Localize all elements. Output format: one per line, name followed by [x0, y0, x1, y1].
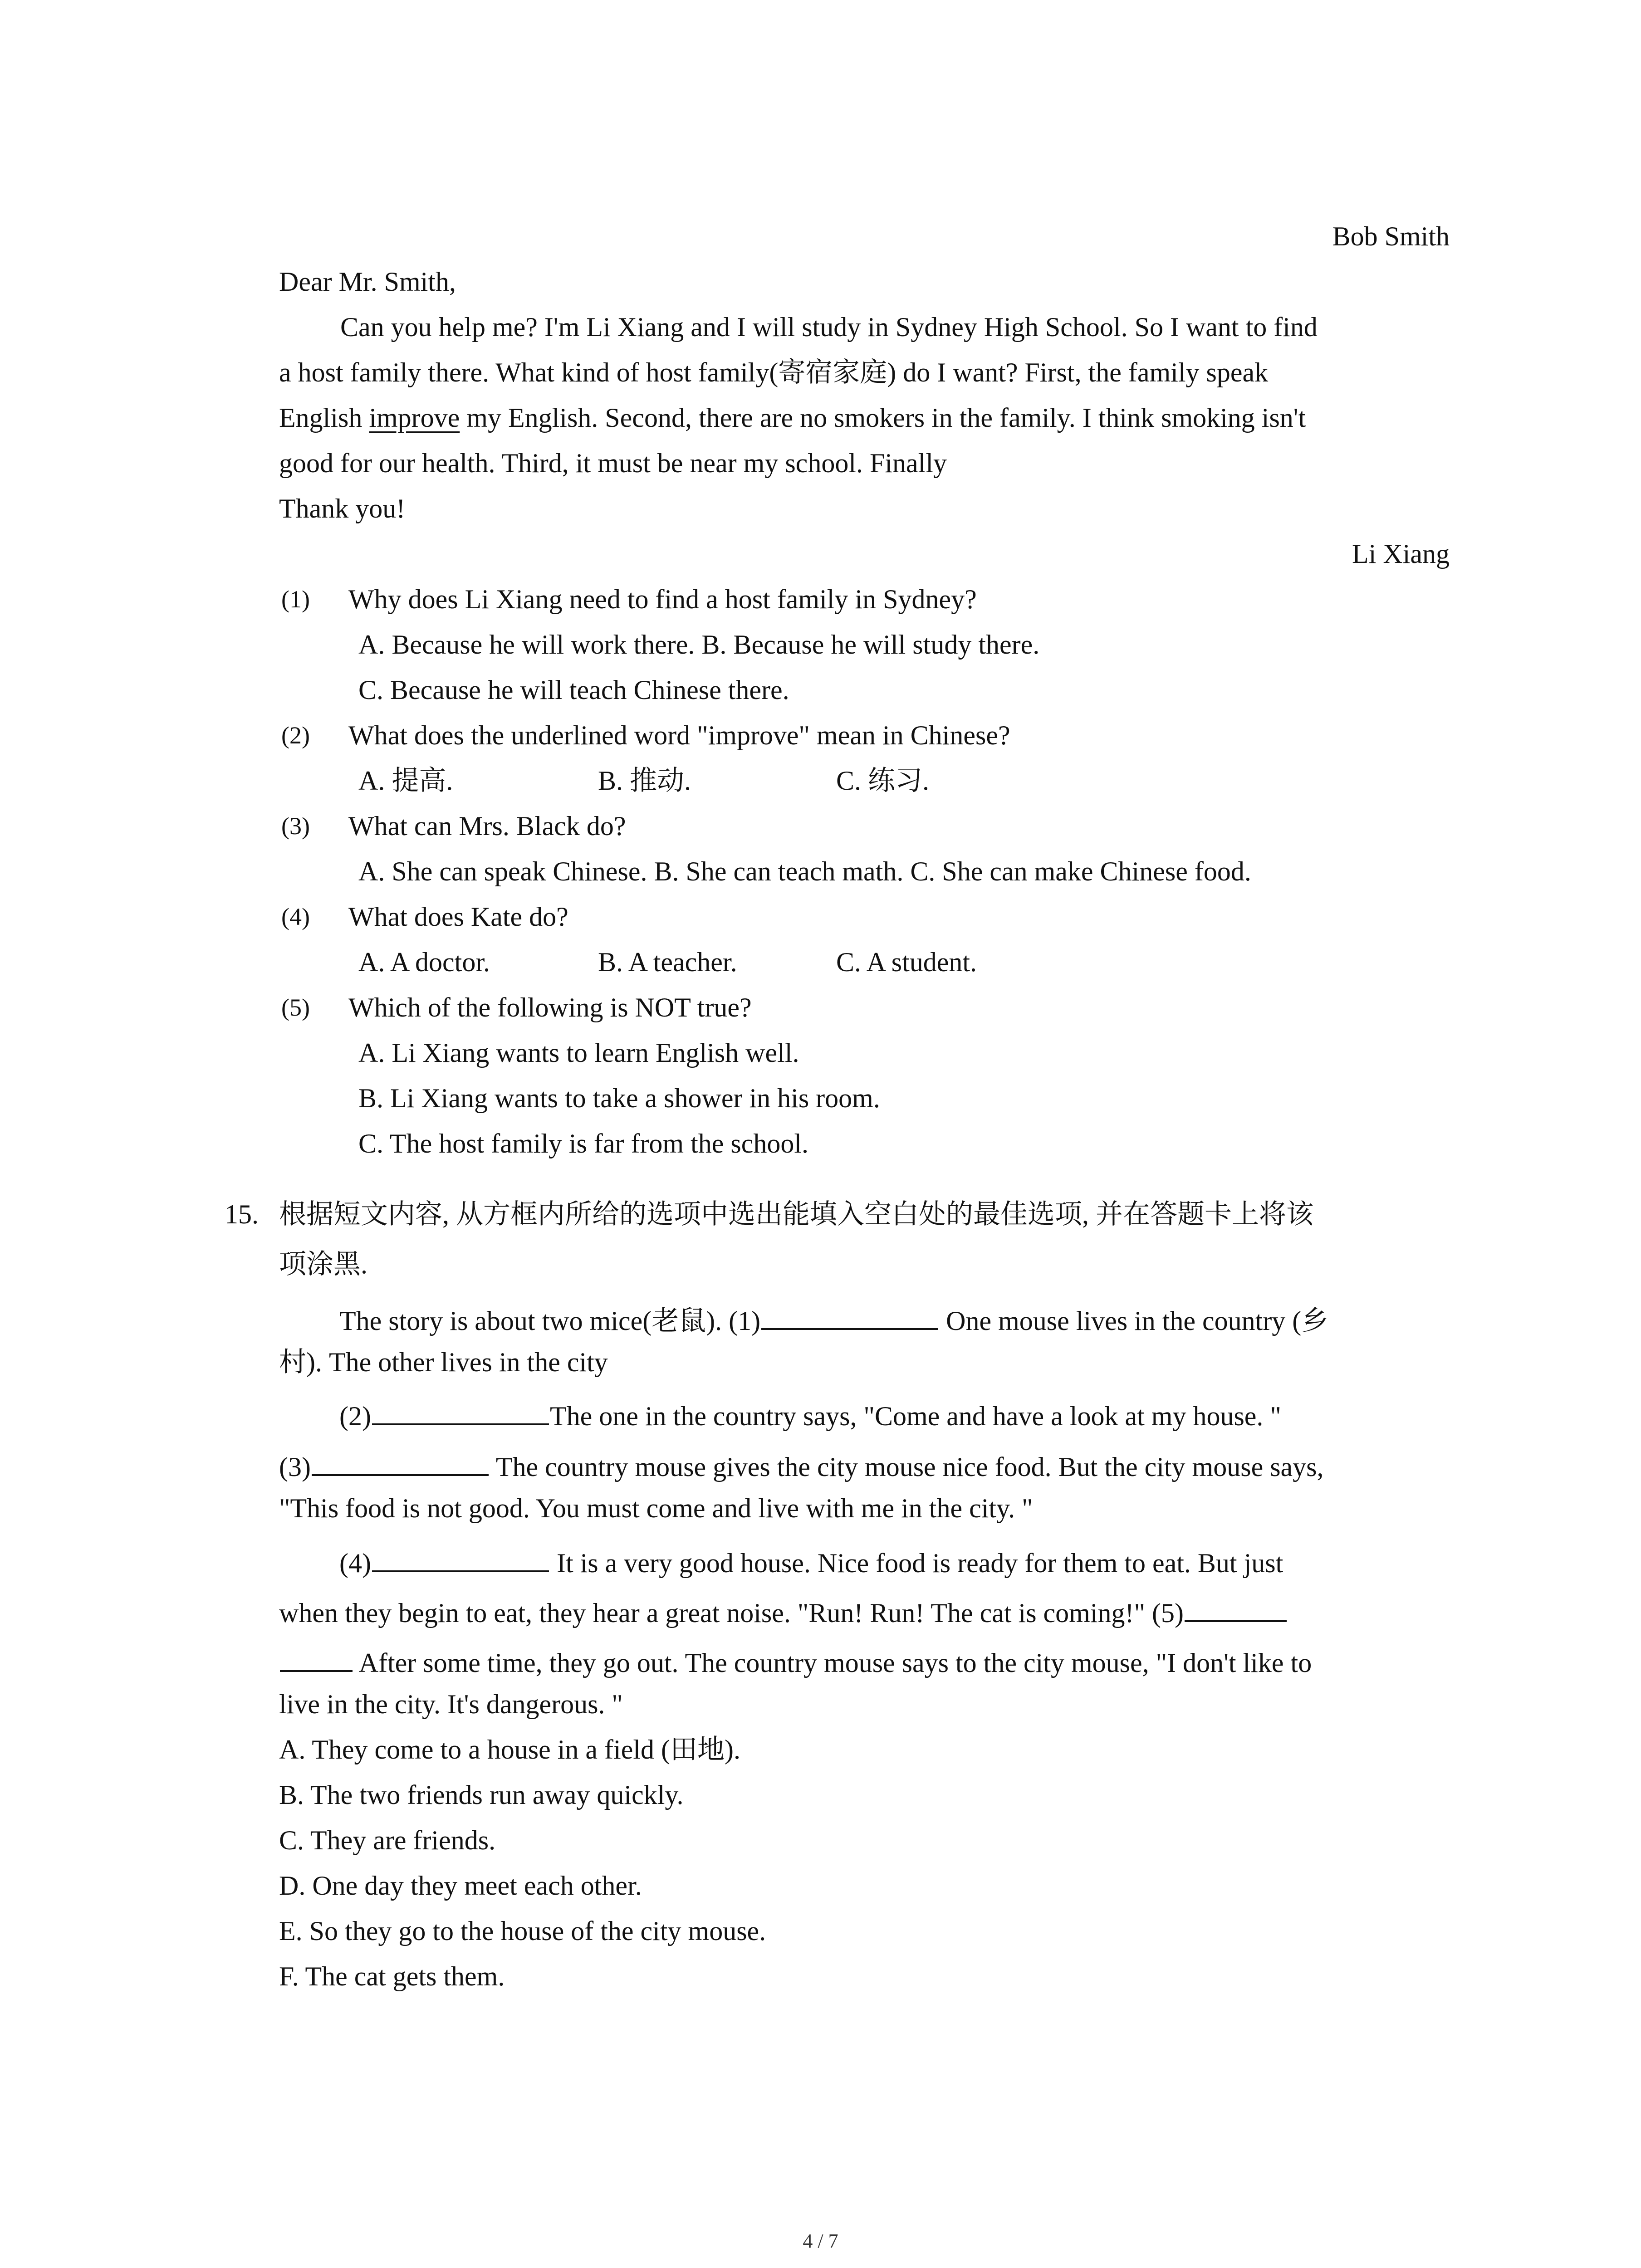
question-text: Which of the following is NOT true?	[348, 992, 752, 1022]
choice-a: A. They come to a house in a field (田地).	[279, 1735, 740, 1765]
underlined-word-improve: improve	[369, 403, 460, 433]
option-c: C. 练习.	[836, 766, 930, 796]
choice-f: F. The cat gets them.	[279, 1961, 505, 1991]
option-a: A. A doctor.	[358, 947, 490, 977]
question-number: (1)	[281, 586, 310, 613]
question-number: (2)	[281, 722, 310, 749]
question-text: What can Mrs. Black do?	[348, 811, 626, 841]
section-number: 15.	[225, 1199, 259, 1229]
question-number: (3)	[281, 812, 310, 840]
choice-e: E. So they go to the house of the city mouse.	[279, 1916, 766, 1946]
answer-blank-1[interactable]	[761, 1300, 938, 1330]
question-number: (5)	[281, 994, 310, 1021]
question-options: B. Li Xiang wants to take a shower in his room.	[358, 1083, 880, 1113]
question-options: A. She can speak Chinese. B. She can teach math. C. She can make Chinese food.	[358, 856, 1251, 886]
story-line: 村). The other lives in the city	[279, 1347, 608, 1377]
letter-recipient-name: Bob Smith	[1332, 221, 1450, 251]
option-b: B. 推动.	[598, 766, 691, 796]
story-line: live in the city. It's dangerous. "	[279, 1689, 623, 1719]
choice-c: C. They are friends.	[279, 1825, 496, 1855]
story-line: "This food is not good. You must come and live with me in the city. "	[279, 1493, 1033, 1523]
letter-text-segment: my English. Second, there are no smokers in the family. I think smoking isn't	[460, 403, 1306, 433]
letter-greeting: Dear Mr. Smith,	[279, 267, 456, 297]
letter-body-line	[279, 401, 1306, 435]
letter-text-segment: English	[279, 403, 369, 433]
story-segment: when they begin to eat, they hear a great noise. "Run! Run! The cat is coming!" (5)	[279, 1598, 1184, 1628]
option-a: A. 提高.	[358, 766, 453, 796]
page-number: 4 / 7	[803, 2230, 838, 2252]
story-segment: (3)	[279, 1452, 311, 1482]
story-segment: (4)	[339, 1548, 371, 1578]
answer-blank-3[interactable]	[312, 1446, 489, 1476]
story-line	[279, 1592, 1288, 1630]
answer-blank-4[interactable]	[372, 1542, 549, 1572]
answer-blank-5-start[interactable]	[1185, 1592, 1287, 1622]
answer-blank-5-end[interactable]	[280, 1642, 353, 1672]
option-c: C. A student.	[836, 947, 977, 977]
story-segment: One mouse lives in the country (乡	[939, 1306, 1329, 1336]
answer-blank-2[interactable]	[372, 1395, 549, 1425]
letter-body-line: Can you help me? I'm Li Xiang and I will study in Sydney High School. So I want to find	[340, 312, 1318, 342]
question-number: (4)	[281, 903, 310, 930]
question-options: C. The host family is far from the school.	[358, 1129, 809, 1158]
letter-signature: Li Xiang	[1352, 539, 1450, 569]
option-b: B. A teacher.	[598, 947, 737, 977]
question-options: A. Li Xiang wants to learn English well.	[358, 1038, 799, 1068]
question-text: What does the underlined word "improve" mean in Chinese?	[348, 720, 1010, 750]
section-instruction: 根据短文内容, 从方框内所给的选项中选出能填入空白处的最佳选项, 并在答题卡上将该	[279, 1199, 1313, 1229]
story-segment: After some time, they go out. The country mouse says to the city mouse, "I don't like to	[353, 1648, 1312, 1678]
story-line	[339, 1300, 1328, 1338]
choice-d: D. One day they meet each other.	[279, 1871, 642, 1901]
story-line	[279, 1446, 1324, 1484]
story-segment: The one in the country says, "Come and have a look at my house. "	[549, 1401, 1281, 1431]
choice-b: B. The two friends run away quickly.	[279, 1780, 684, 1810]
question-options: A. Because he will work there. B. Because he will study there.	[358, 630, 1040, 660]
story-segment: (2)	[339, 1401, 371, 1431]
story-segment: The story is about two mice(老鼠). (1)	[339, 1306, 761, 1336]
section-instruction: 项涂黑.	[279, 1249, 367, 1279]
story-line	[339, 1542, 1283, 1580]
story-segment: The country mouse gives the city mouse nice food. But the city mouse says,	[489, 1452, 1324, 1482]
letter-closing: Thank you!	[279, 494, 406, 523]
story-line	[279, 1642, 1312, 1680]
question-text: Why does Li Xiang need to find a host family in Sydney?	[348, 584, 977, 614]
story-line	[339, 1395, 1281, 1433]
letter-body-line: a host family there. What kind of host family(寄宿家庭) do I want? First, the family speak	[279, 357, 1269, 387]
letter-body-line: good for our health. Third, it must be near my school. Finally	[279, 448, 947, 478]
question-options: C. Because he will teach Chinese there.	[358, 675, 789, 705]
question-text: What does Kate do?	[348, 902, 568, 932]
story-segment: It is a very good house. Nice food is ready for them to eat. But just	[549, 1548, 1283, 1578]
